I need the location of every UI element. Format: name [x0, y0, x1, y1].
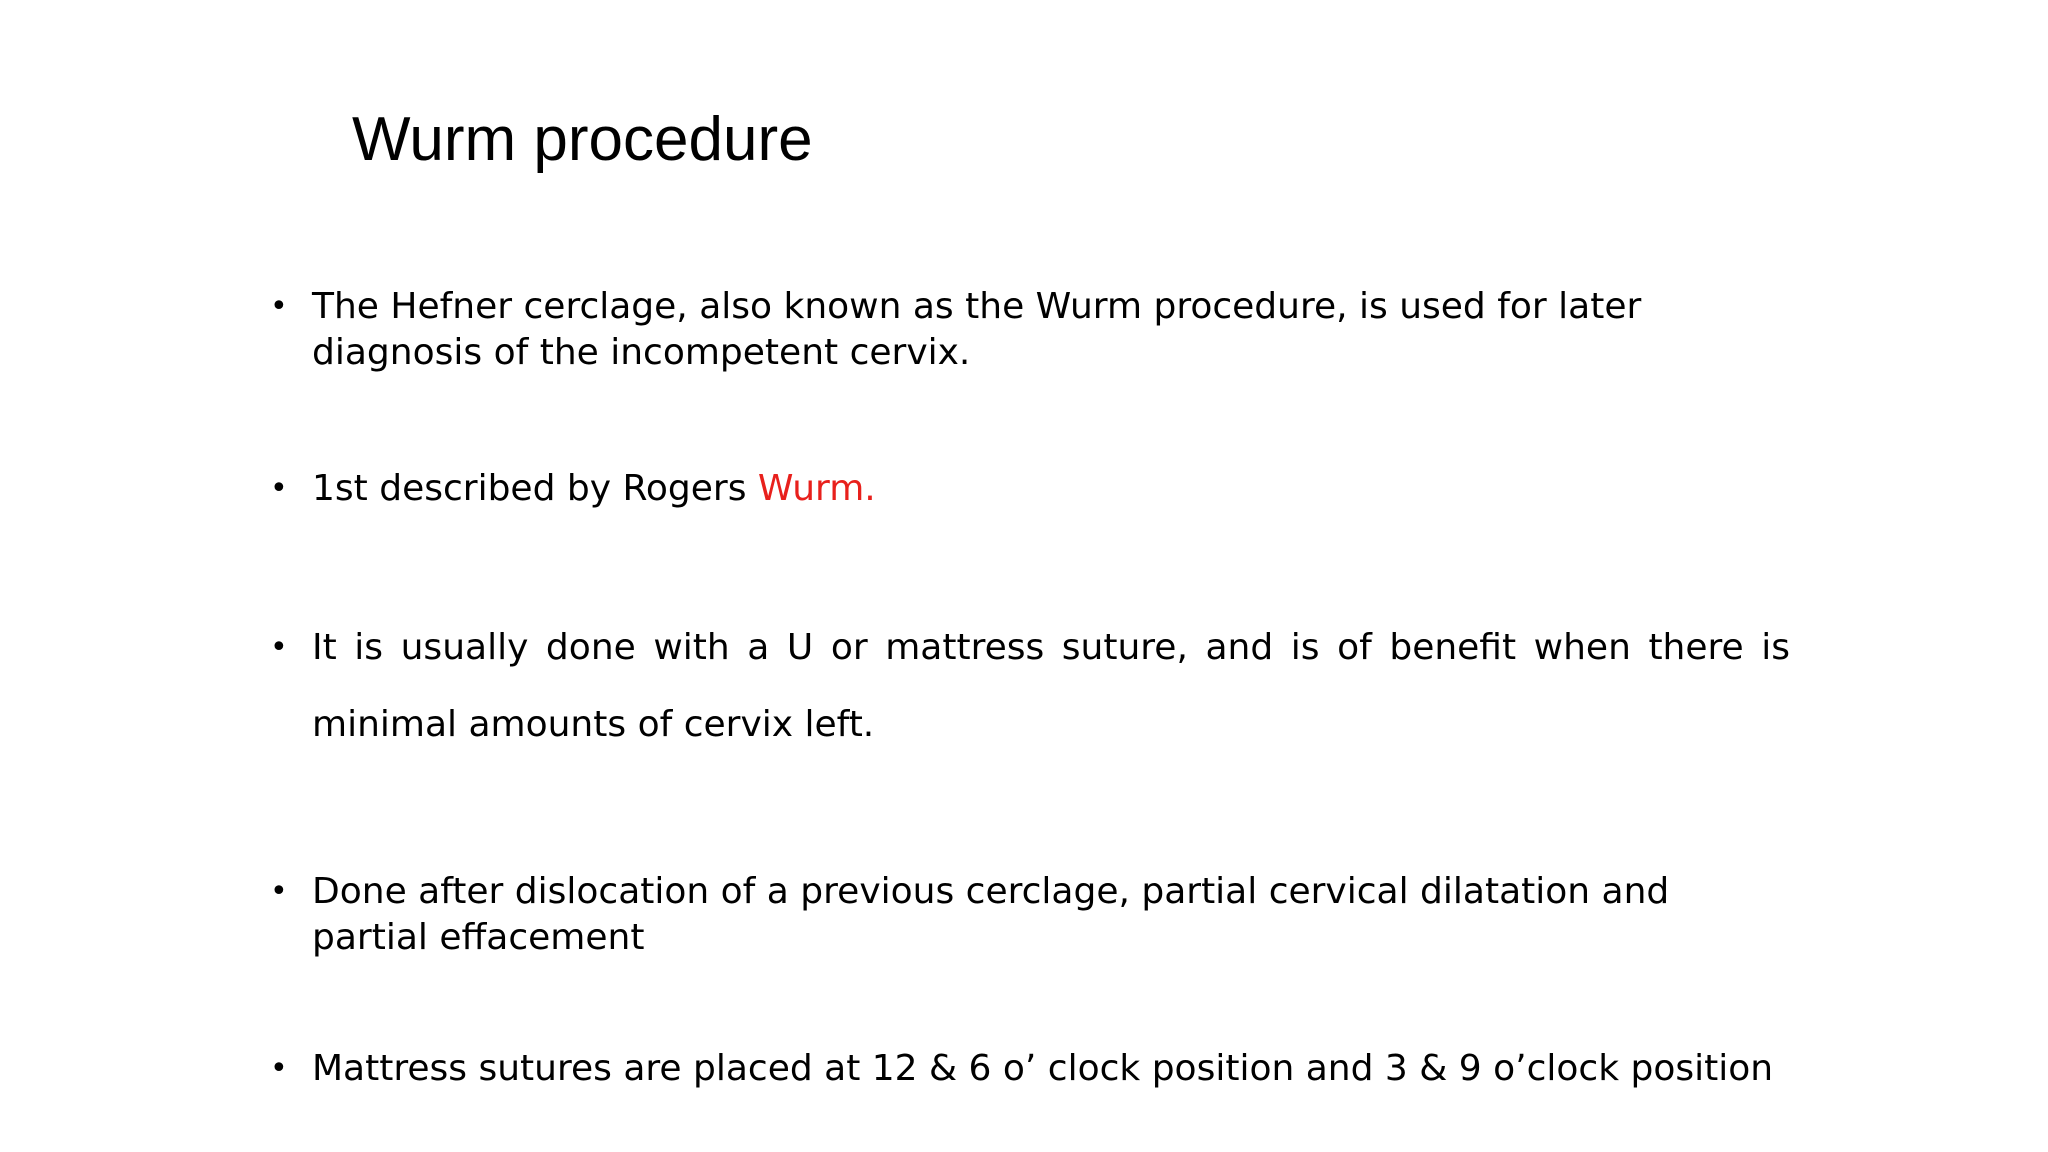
bullet-dot-icon: •	[270, 1051, 288, 1086]
bullet-item-hefner-cerclage	[270, 284, 1790, 376]
bullet-dot-icon: •	[270, 471, 288, 506]
bullet-text	[312, 466, 1790, 512]
bullet-item-suture-positions	[270, 1046, 1790, 1092]
bullet-text-plain: 1st described by Rogers	[312, 468, 758, 509]
slide-title: Wurm procedure	[352, 105, 813, 174]
bullet-text: Mattress sutures are placed at 12 & 6 o’ clock position and 3 & 9 o’clock position	[312, 1048, 1774, 1089]
bullet-item-dislocation	[270, 869, 1790, 961]
bullet-dot-icon: •	[270, 630, 288, 665]
bullet-text: It is usually done with a U or mattress suture, and is of benefit when there is minimal amounts of cervix left.	[312, 627, 1790, 745]
bullet-text: Done after dislocation of a previous cerclage, partial cervical dilatation and partial effacement	[312, 871, 1670, 958]
bullet-item-mattress-suture	[270, 625, 1790, 763]
bullet-dot-icon: •	[270, 874, 288, 909]
bullet-dot-icon: •	[270, 289, 288, 324]
bullet-text: The Hefner cerclage, also known as the Wurm procedure, is used for later diagnosis of the incompetent cervix.	[312, 286, 1642, 373]
bullet-text-highlight: Wurm.	[757, 468, 876, 509]
bullet-item-described-by	[270, 466, 1790, 512]
